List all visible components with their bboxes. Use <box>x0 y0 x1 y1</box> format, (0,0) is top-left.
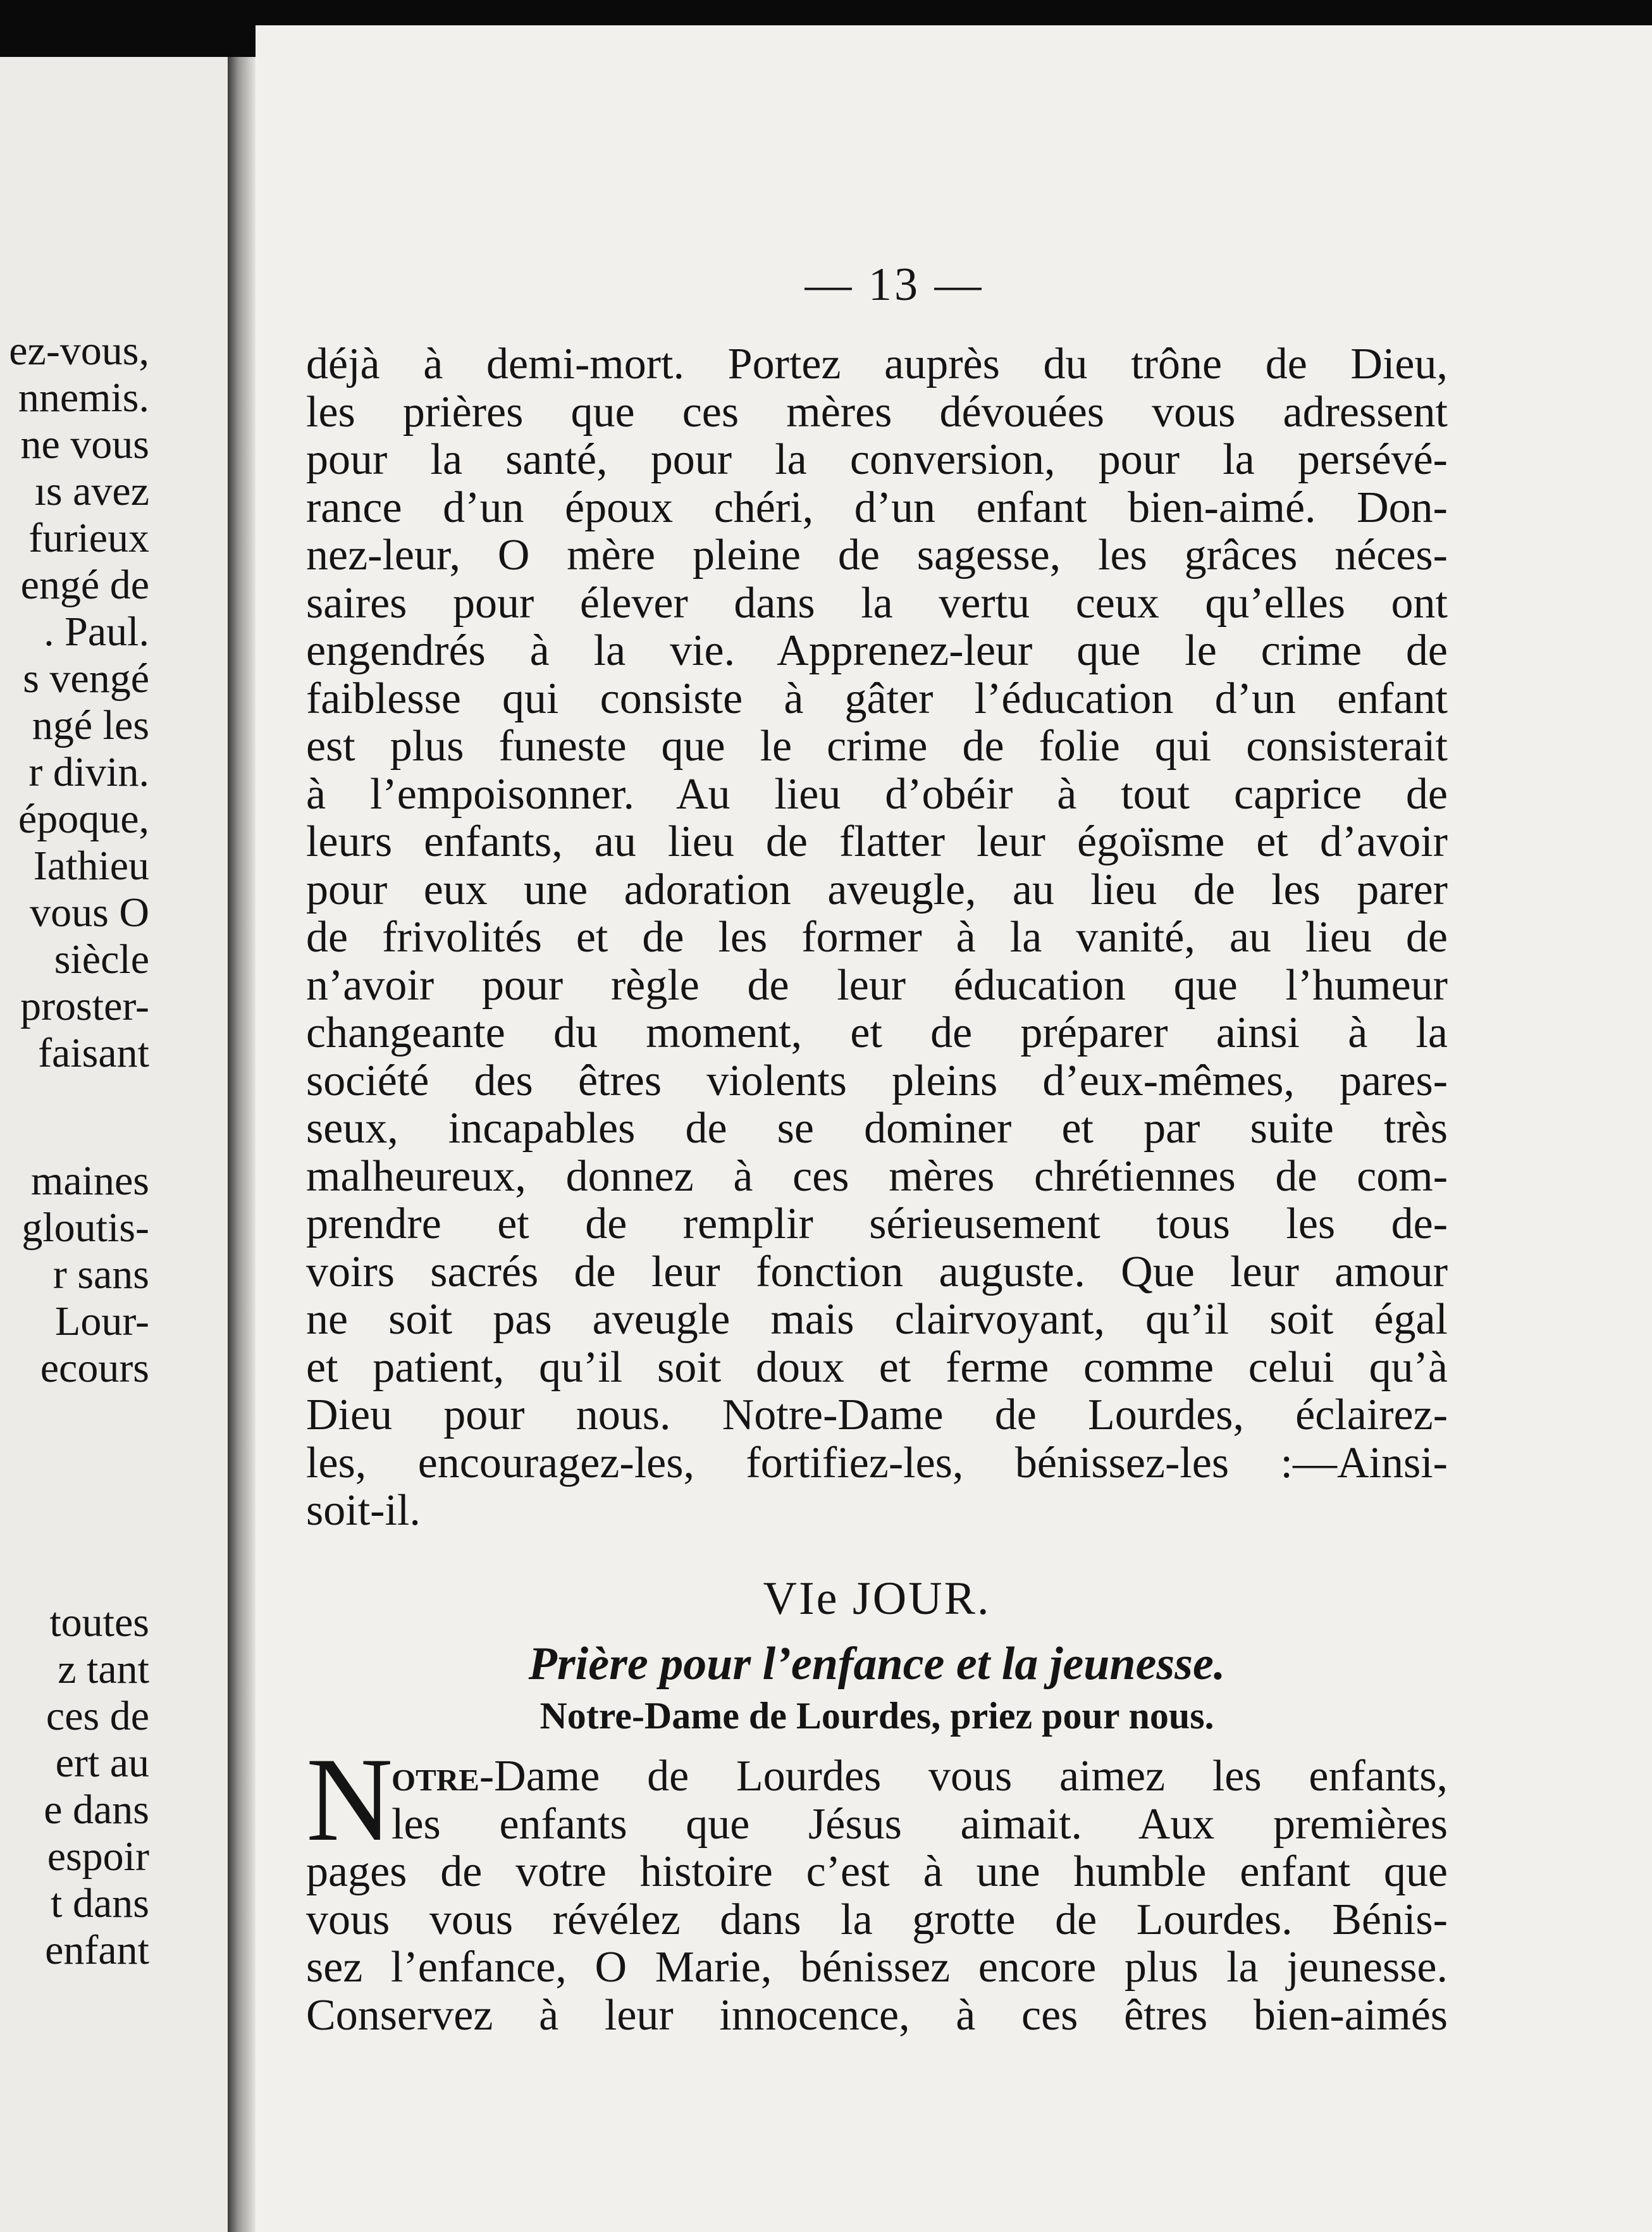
text-line: les prières que ces mères dévouées vous adressent <box>306 387 1448 437</box>
left-page-text-fragment: siècle <box>54 936 149 983</box>
left-page-text-fragment: enfant <box>45 1927 149 1973</box>
left-page-text-fragment: Lour- <box>55 1298 149 1344</box>
left-page-text-fragment: faisant <box>38 1030 149 1076</box>
text-line: vous vous révélez dans la grotte de Lourdes. Bénis- <box>306 1895 1448 1944</box>
left-page-text-fragment: proster- <box>20 983 149 1029</box>
left-page-text-fragment: ecours <box>40 1345 149 1391</box>
left-page-text-fragment: Iathieu <box>33 843 149 889</box>
text-line: saires pour élever dans la vertu ceux qu’elles ont <box>306 578 1448 628</box>
text-line: n’avoir pour règle de leur éducation que l’humeur <box>306 960 1448 1010</box>
left-page-text-fragment: ces de <box>46 1693 149 1739</box>
left-page-text-fragment: engé de <box>20 562 149 608</box>
page-number: — 13 — <box>804 259 984 311</box>
text-line: Conservez à leur innocence, à ces êtres bien-aimés <box>306 1990 1448 2040</box>
text-line: Dieu pour nous. Notre-Dame de Lourdes, éclairez- <box>306 1391 1448 1439</box>
text-line: changeante du moment, et de préparer ainsi à la <box>306 1008 1448 1057</box>
left-page-text-fragment: ert au <box>55 1740 149 1786</box>
left-page-text-fragment: ne vous <box>20 421 149 468</box>
left-page-text-fragment: t dans <box>51 1880 149 1926</box>
left-page-text-fragment: ez-vous, <box>9 328 149 374</box>
text-line: les, encouragez-les, fortifiez-les, bénissez-les :—Ainsi- <box>306 1438 1448 1487</box>
left-page-text-fragment: maines <box>31 1158 149 1204</box>
text-line: voirs sacrés de leur fonction auguste. Que leur amour <box>306 1247 1448 1296</box>
text-line: seux, incapables de se dominer et par suite très <box>306 1104 1448 1153</box>
book-gutter <box>228 57 256 2232</box>
left-page-text-fragment: furieux <box>28 515 149 561</box>
prayer-paragraph-1 <box>306 340 1448 1535</box>
text-line: faiblesse qui consiste à gâter l’éducation d’un enfant <box>306 674 1448 723</box>
left-page-text-fragment: . Paul. <box>44 609 149 655</box>
text-line: est plus funeste que le crime de folie qui consisterait <box>306 722 1448 771</box>
left-page-text-fragment: ngé les <box>32 702 149 748</box>
left-page-text-fragment: vous O <box>30 890 149 936</box>
left-page-text-fragment: r divin. <box>28 749 149 795</box>
text-line: pour la santé, pour la conversion, pour la persévé- <box>306 435 1448 484</box>
left-page-text-fragment: espoir <box>47 1833 149 1880</box>
text-line: engendrés à la vie. Apprenez-leur que le crime de <box>306 626 1448 675</box>
prayer-paragraph-2 <box>306 1752 1448 2039</box>
left-page-text-fragment: époque, <box>18 796 149 842</box>
left-page-text-fragment: nnemis. <box>18 375 149 421</box>
left-page-text-fragment: ıs avez <box>34 468 149 514</box>
text-line: malheureux, donnez à ces mères chrétiennes de com- <box>306 1151 1448 1201</box>
text-line: leurs enfants, au lieu de flatter leur égoïsme et d’avoir <box>306 817 1448 866</box>
text-line: pour eux une adoration aveugle, au lieu de les parer <box>306 865 1448 914</box>
left-page-fragment <box>0 57 231 2232</box>
text-line: prendre et de remplir sérieusement tous les de- <box>306 1200 1448 1248</box>
paragraph-2-first-line <box>306 1752 1448 1801</box>
text-line: nez-leur, O mère pleine de sagesse, les grâces néces- <box>306 531 1448 580</box>
left-page-text-fragment: gloutis- <box>22 1205 149 1251</box>
right-page <box>256 25 1652 2232</box>
first-word-small-caps: otre <box>391 1752 479 1801</box>
text-line: et patient, qu’il soit doux et ferme comme celui qu’à <box>306 1342 1448 1392</box>
left-page-text-fragment: z tant <box>58 1646 149 1692</box>
first-line-rest: -Dame de Lourdes vous aimez les enfants, <box>479 1752 1448 1801</box>
text-line: rance d’un époux chéri, d’un enfant bien-aimé. Don- <box>306 483 1448 532</box>
day-heading: VIe JOUR. <box>763 1573 991 1625</box>
text-line: de frivolités et de les former à la vanité, au lieu de <box>306 913 1448 962</box>
drop-cap: N <box>306 1733 393 1866</box>
text-line: société des êtres violents pleins d’eux-mêmes, pares- <box>306 1056 1448 1105</box>
left-page-text-fragment: e dans <box>44 1787 149 1833</box>
invocation-line: Notre-Dame de Lourdes, priez pour nous. <box>539 1695 1214 1737</box>
text-line: pages de votre histoire c’est à une humble enfant que <box>306 1847 1448 1896</box>
text-line: déjà à demi-mort. Portez auprès du trône de Dieu, <box>306 340 1448 388</box>
text-line: soit-il. <box>306 1486 421 1535</box>
text-line: ne soit pas aveugle mais clairvoyant, qu’il soit égal <box>306 1295 1448 1344</box>
left-page-text-fragment: r sans <box>52 1251 149 1298</box>
text-line: sez l’enfance, O Marie, bénissez encore plus la jeunesse. <box>306 1943 1448 1992</box>
prayer-title: Prière pour l’enfance et la jeunesse. <box>528 1638 1226 1690</box>
left-page-text-fragment: toutes <box>49 1599 149 1646</box>
left-page-text-fragment: s vengé <box>23 655 149 702</box>
text-line: les enfants que Jésus aimait. Aux premières <box>391 1799 1448 1849</box>
text-line: à l’empoisonner. Au lieu d’obéir à tout caprice de <box>306 769 1448 819</box>
